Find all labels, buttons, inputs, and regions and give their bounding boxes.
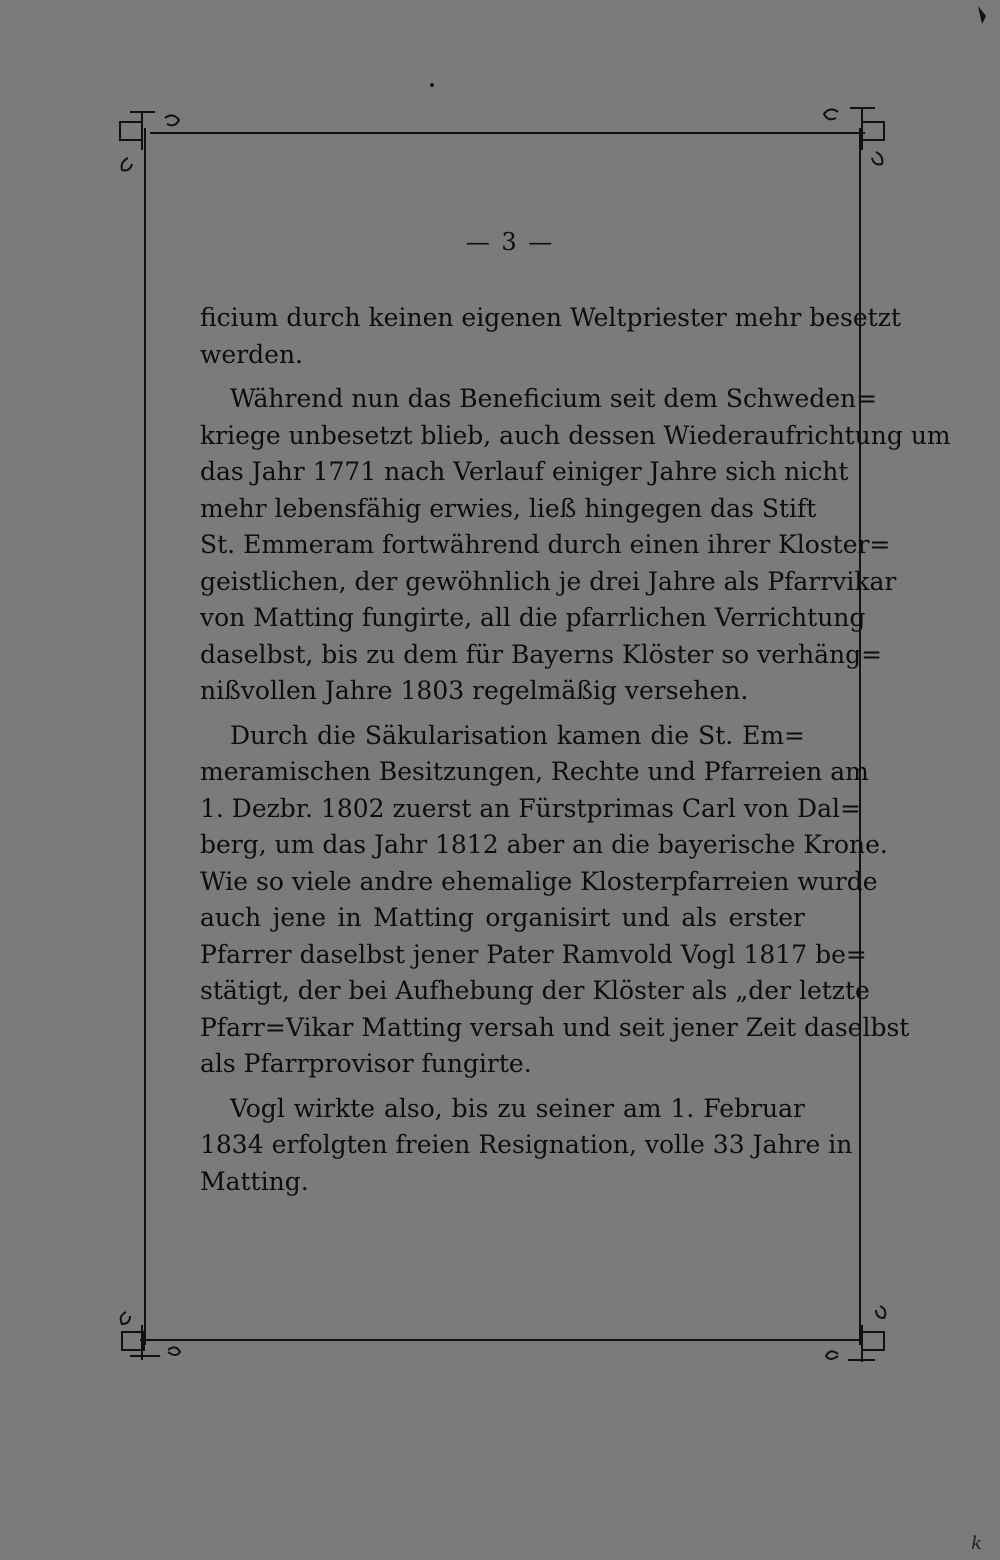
text-line: auch jene in Matting organisirt und als erster bbox=[200, 903, 805, 932]
text-line: Pfarr=Vikar Matting versah und seit jener Zeit daselbst bbox=[200, 1012, 910, 1042]
text-line: geistlichen, der gewöhnlich je drei Jahre als Pfarrvikar bbox=[200, 566, 897, 596]
text-line: mehr lebensfähig erwies, ließ hingegen das Stift bbox=[200, 493, 817, 523]
paragraph-4 bbox=[200, 1091, 853, 1201]
paragraph-3 bbox=[200, 718, 910, 1083]
text-line: ficium durch keinen eigenen Weltpriester mehr besetzt bbox=[200, 303, 901, 332]
text-line: kriege unbesetzt blieb, auch dessen Wiederaufrichtung um bbox=[200, 420, 951, 450]
corner-pencil-mark: k bbox=[971, 1533, 982, 1554]
text-line: Vogl wirkte also, bis zu seiner am 1. Februar bbox=[230, 1093, 805, 1123]
body-text bbox=[200, 300, 951, 1200]
text-line: daselbst, bis zu dem für Bayerns Klöster so verhäng= bbox=[200, 639, 883, 669]
corner-ornament-top-left bbox=[120, 112, 179, 170]
corner-ornament-bottom-right bbox=[826, 1306, 885, 1362]
text-line: meramischen Besitzungen, Rechte und Pfarreien am bbox=[200, 757, 869, 786]
text-line: nißvollen Jahre 1803 regelmäßig versehen. bbox=[200, 676, 749, 705]
text-line: werden. bbox=[200, 339, 303, 369]
text-line: Pfarrer daselbst jener Pater Ramvold Vogl 1817 be= bbox=[200, 939, 867, 969]
text-line: St. Emmeram fortwährend durch einen ihrer Kloster= bbox=[200, 530, 891, 559]
paragraph-1 bbox=[200, 300, 901, 373]
text-line: 1834 erfolgten freien Resignation, volle 33 Jahre in bbox=[200, 1130, 853, 1159]
page-number: — 3 — bbox=[465, 228, 555, 256]
ink-speck bbox=[978, 6, 986, 24]
corner-ornament-top-right bbox=[824, 108, 884, 164]
text-line: Während nun das Beneficium seit dem Schweden= bbox=[230, 384, 878, 413]
text-line: als Pfarrprovisor fungirte. bbox=[200, 1049, 532, 1078]
text-line: von Matting fungirte, all die pfarrlichen Verrichtung bbox=[200, 603, 866, 632]
text-line: stätigt, der bei Aufhebung der Klöster als „der letzte bbox=[200, 976, 870, 1005]
text-line: das Jahr 1771 nach Verlauf einiger Jahre sich nicht bbox=[200, 457, 849, 486]
corner-ornament-bottom-left bbox=[121, 1312, 180, 1360]
text-line: 1. Dezbr. 1802 zuerst an Fürstprimas Carl von Dal= bbox=[200, 793, 861, 823]
text-line: Durch die Säkularisation kamen die St. Em= bbox=[230, 720, 805, 750]
text-line: berg, um das Jahr 1812 aber an die bayerische Krone. bbox=[200, 830, 888, 859]
paragraph-2 bbox=[200, 381, 951, 710]
text-line: Wie so viele andre ehemalige Klosterpfarreien wurde bbox=[200, 866, 878, 896]
ink-speck bbox=[430, 83, 434, 87]
text-line: Matting. bbox=[200, 1166, 309, 1196]
